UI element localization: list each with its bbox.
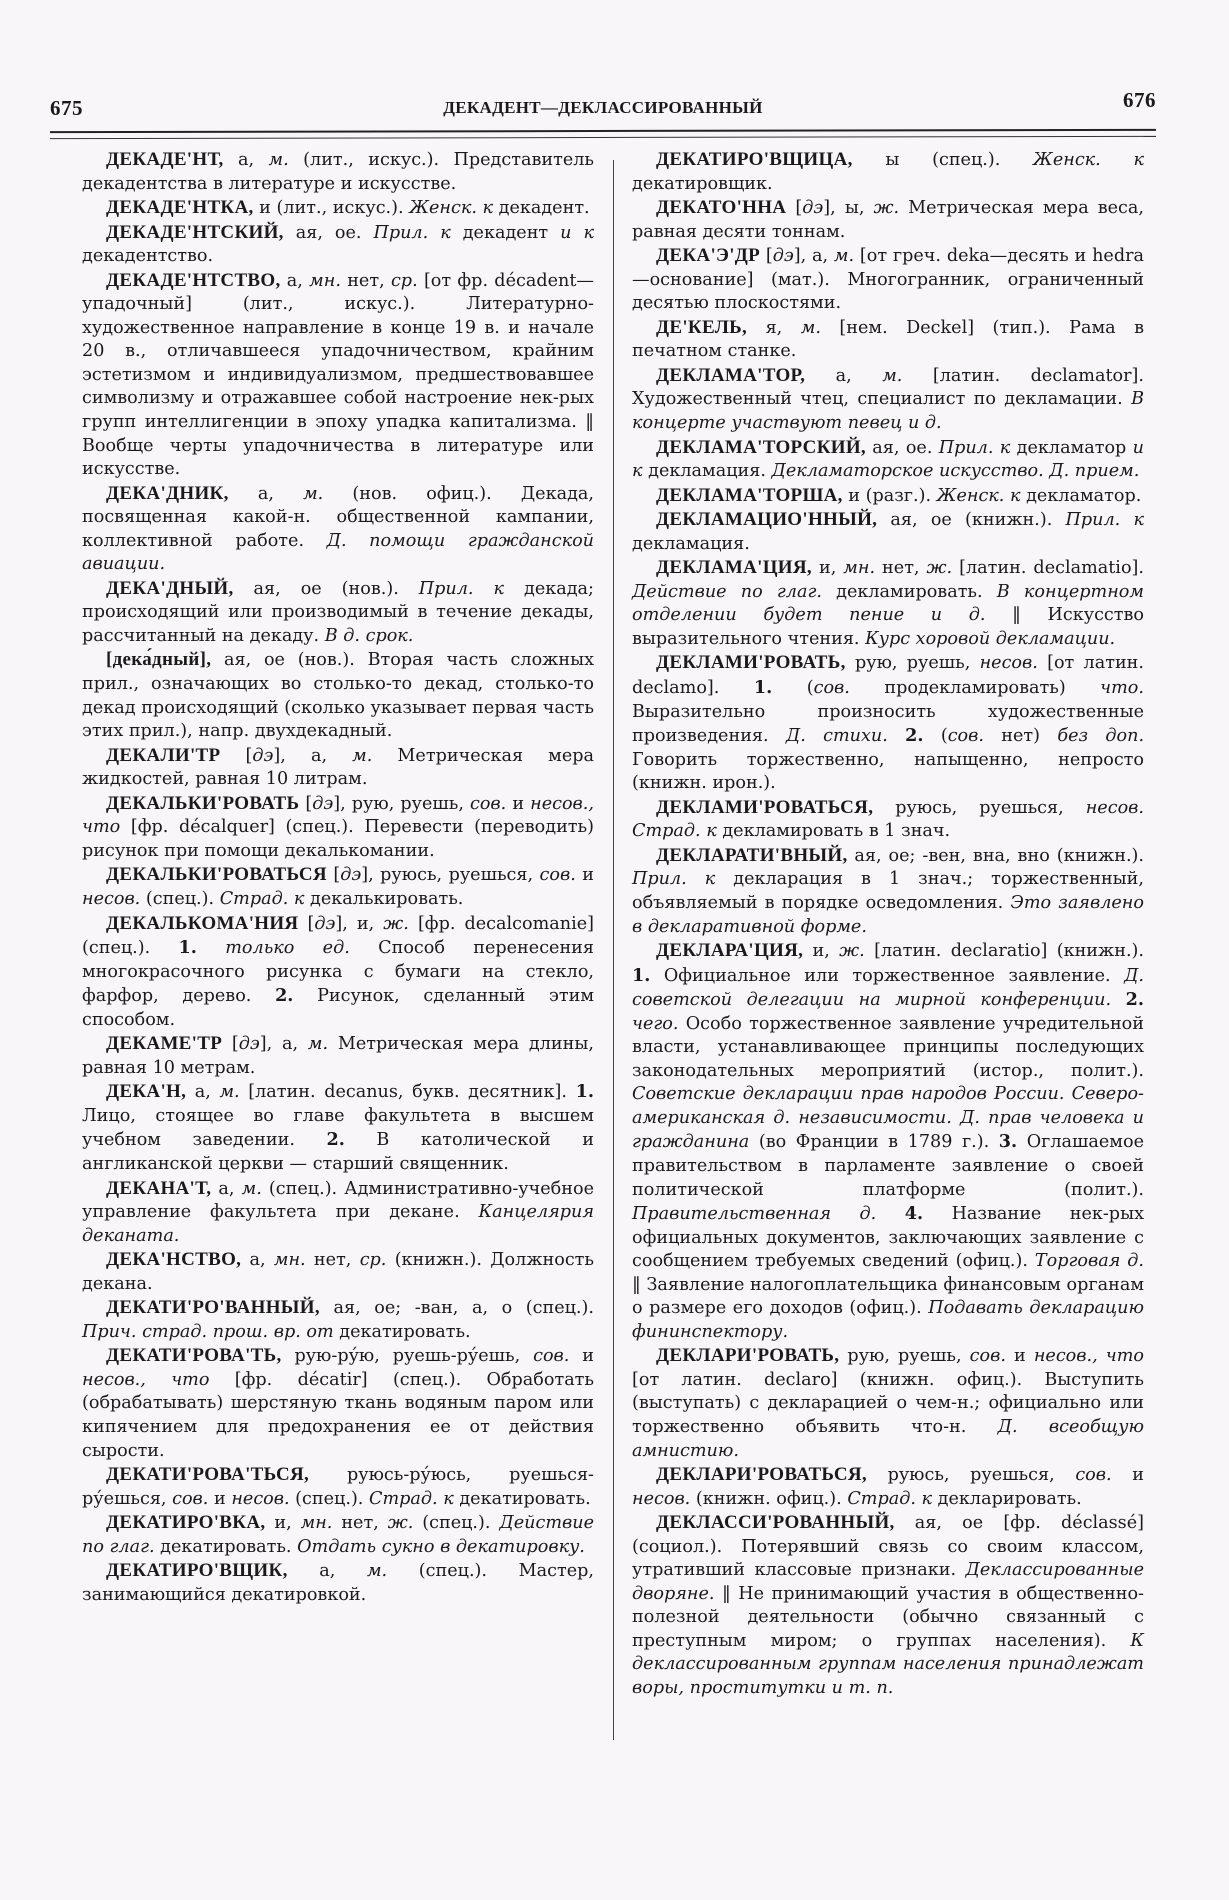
- definition-text: ], руюсь, руешься,: [361, 865, 540, 886]
- headword: ДЕ'КЕЛЬ,: [656, 316, 748, 338]
- sense-number: 3.: [998, 1131, 1018, 1153]
- italic-gloss: К деклассированным группам населения принадлежат воры, проститутки и т. п.: [632, 1630, 1144, 1698]
- dictionary-entry: [82, 221, 594, 269]
- italic-gloss: несов., что: [82, 793, 594, 838]
- italic-gloss: Д. стихи.: [785, 726, 888, 747]
- definition-text: (: [772, 678, 814, 699]
- italic-gloss: ср.: [390, 270, 418, 291]
- italic-gloss: м.: [366, 1561, 388, 1582]
- definition-text: (лит., искус.). Представитель декадентства в литературе и искусстве.: [82, 150, 594, 194]
- headword: ДЕКЛАРИ'РОВАТЬ,: [656, 1345, 840, 1367]
- dictionary-entry: [632, 1344, 1144, 1463]
- definition-text: [1111, 990, 1126, 1010]
- definition-text: [: [786, 198, 803, 219]
- definition-text: декларация в 1 знач.; торжественный, объявляемый в порядке осведомления.: [632, 869, 1144, 913]
- definition-text: (спец.).: [140, 888, 220, 909]
- italic-gloss: м.: [352, 745, 373, 766]
- italic-gloss: только ед.: [225, 938, 350, 959]
- definition-text: [фр. decalcomanie] (спец.).: [82, 913, 594, 959]
- definition-text: [: [299, 793, 313, 814]
- dictionary-entry: [632, 1511, 1144, 1700]
- italic-gloss: м.: [241, 1178, 262, 1199]
- definition-text: [876, 1204, 904, 1224]
- definition-text: ая, ое [фр. déclassé] (социол.). Потерявший связь со своим классом, утративший классовые признаки.: [632, 1513, 1144, 1581]
- headword: ДЕКА'Н,: [106, 1081, 187, 1103]
- definition-text: декада; происходящий или производимый в течение декады, рассчитанный на декаду.: [82, 578, 594, 646]
- definition-text: (спец.). Мастер, занимающийся декатировкой.: [82, 1561, 594, 1605]
- italic-gloss: несов.: [632, 1488, 691, 1509]
- definition-text: Лицо, стоящее во главе факультета в высшем учебном заведении.: [82, 1105, 594, 1151]
- italic-gloss: дэ: [252, 745, 274, 766]
- definition-text: ая, ое; -ван, а, о (спец.).: [319, 1298, 594, 1319]
- italic-gloss: м.: [882, 365, 903, 386]
- dictionary-entry: [632, 436, 1144, 484]
- definition-text: [: [760, 246, 773, 267]
- definition-text: ая, ое.: [865, 437, 939, 458]
- definition-text: ], ы,: [823, 198, 874, 219]
- headword: ДЕКА'ДНИК,: [106, 482, 229, 504]
- headword: ДЕКАЛЬКИ'РОВАТЬ: [106, 792, 300, 814]
- dictionary-entry: [632, 939, 1144, 1344]
- definition-text: ], а,: [793, 246, 834, 267]
- definition-text: декламировать.: [821, 581, 997, 602]
- italic-gloss: Женск. к: [409, 198, 494, 219]
- definition-text: Способ перенесения многокрасочного рисунка с бумаги на стекло, фарфор, дерево.: [82, 938, 595, 1007]
- definition-text: [фр. décalquer] (спец.). Перевести (переводить) рисунок при помощи декалькомании.: [82, 817, 594, 861]
- column-divider: [613, 160, 614, 1740]
- italic-gloss: без доп.: [1057, 726, 1145, 747]
- definition-text: декатировщик.: [632, 173, 773, 194]
- header-double-rule: [50, 129, 1156, 139]
- definition-text: [от фр. décadent—упадочный] (лит., искус.). Литературно-художественное направление в конце 19 в. и начале 20 в., отличавшееся упадочничеством, крайним эстетизмом и индивидуализмом, предшествовавшее символизму и отражавшее собой настроение нек-рых групп интеллигенции в эпоху упадка капитализма. ‖ Вообще черты упадочничества в литературе или искусстве.: [82, 270, 594, 480]
- definition-text: декатировать.: [154, 1536, 298, 1557]
- italic-gloss: мн.: [273, 1250, 306, 1271]
- definition-text: а,: [805, 365, 883, 386]
- italic-gloss: Прил. к: [1065, 510, 1144, 531]
- running-head: ДЕКАДЕНТ—ДЕКЛАССИРОВАННЫЙ: [443, 98, 763, 117]
- dictionary-entry: [82, 912, 594, 1033]
- dictionary-entry: [82, 1344, 594, 1463]
- dictionary-entry: [632, 844, 1144, 939]
- definition-text: и: [208, 1488, 232, 1509]
- headword: ДЕКЛАРА'ЦИЯ,: [656, 940, 804, 962]
- dictionary-entry: [632, 316, 1144, 364]
- definition-text: и: [1111, 1465, 1144, 1486]
- sense-number: 4.: [904, 1203, 924, 1225]
- dictionary-entry: [632, 651, 1144, 795]
- definition-text: [: [220, 745, 253, 766]
- italic-gloss: мн.: [309, 270, 341, 291]
- italic-gloss: м.: [833, 246, 855, 267]
- definition-text: я,: [747, 317, 801, 338]
- dictionary-entry: [82, 1032, 594, 1080]
- italic-gloss: чего.: [632, 1013, 679, 1034]
- definition-text: рую-ру́ю, руешь-ру́ешь,: [281, 1346, 534, 1367]
- definition-text: (во Франции в 1789 г.).: [749, 1132, 999, 1153]
- definition-text: а,: [223, 150, 269, 170]
- definition-text: и,: [265, 1513, 301, 1534]
- page-number-left: 675: [50, 96, 83, 120]
- dictionary-entry: [82, 792, 594, 864]
- definition-text: Название нек-рых официальных документов, заключающих заявление с сообщением требуемых сведений (офиц.).: [632, 1204, 1144, 1272]
- headword: ДЕКЛАМА'ЦИЯ,: [656, 557, 812, 579]
- headword: ДЕКЛАМИ'РОВАТЬ,: [656, 652, 846, 674]
- definition-text: ], а,: [273, 745, 353, 766]
- definition-text: ая, ое (нов.).: [233, 578, 419, 599]
- italic-gloss: Отдать сукно в декатировку.: [297, 1536, 585, 1557]
- italic-gloss: Страд. к: [847, 1488, 933, 1509]
- dictionary-entry: [632, 556, 1144, 651]
- definition-text: [латин. declamatio].: [952, 558, 1144, 579]
- definition-text: [888, 726, 905, 746]
- definition-text: Говорить торжественно, напыщенно, непросто (книжн. ирон.).: [632, 749, 1144, 794]
- italic-gloss: Женск. к: [1033, 150, 1144, 170]
- definition-text: ], и,: [335, 913, 384, 934]
- definition-text: [латин. decanus, букв. десятник].: [239, 1082, 576, 1103]
- headword: ДЕКАТИРО'ВЩИЦА,: [656, 149, 853, 170]
- dictionary-entry: [82, 744, 594, 792]
- definition-text: а,: [186, 1082, 220, 1103]
- dictionary-entry: [632, 796, 1144, 844]
- definition-text: Метрическая мера длины, равная 10 метрам.: [82, 1034, 594, 1078]
- definition-text: а,: [228, 483, 304, 504]
- italic-gloss: ж.: [839, 941, 865, 962]
- italic-gloss: ж.: [926, 558, 953, 579]
- headword: ДЕКАЛИ'ТР: [106, 744, 221, 766]
- definition-text: [фр. décatir] (спец.). Обработать (обрабатывать) шерстяную ткань водяным паром или кипячением для предохранения ее от действия сырости.: [82, 1369, 594, 1461]
- definition-text: а,: [211, 1178, 242, 1199]
- definition-text: декатировать.: [453, 1488, 591, 1509]
- definition-text: (спец.).: [413, 1513, 500, 1534]
- italic-gloss: Прил. к: [373, 222, 451, 243]
- italic-gloss: Прил. к: [938, 437, 1011, 458]
- definition-text: продекламировать): [849, 678, 1101, 699]
- dictionary-entry: [82, 1463, 594, 1511]
- definition-text: Метрическая мера жидкостей, равная 10 литрам.: [82, 745, 594, 790]
- definition-text: [: [326, 865, 341, 886]
- sense-number: 1.: [753, 677, 773, 699]
- italic-gloss: Д. всеобщую амнистию.: [632, 1416, 1144, 1461]
- page-number-right: 676: [1123, 88, 1156, 112]
- definition-text: [: [222, 1034, 239, 1055]
- definition-text: (книжн. офиц.).: [690, 1488, 848, 1509]
- definition-text: декламатор.: [1020, 485, 1142, 506]
- dictionary-entry: [82, 577, 594, 649]
- definition-text: нет,: [340, 270, 391, 291]
- italic-gloss: Торговая д.: [1034, 1251, 1144, 1272]
- definition-text: декламация.: [632, 533, 750, 554]
- headword: ДЕКАНА'Т,: [106, 1177, 212, 1199]
- italic-gloss: дэ: [802, 198, 824, 219]
- headword: ДЕКАДЕ'НТСТВО,: [106, 269, 281, 291]
- italic-gloss: несов.: [82, 888, 141, 909]
- definition-text: и (лит., искус.).: [253, 198, 410, 219]
- definition-text: руюсь, руешься,: [866, 1465, 1076, 1486]
- italic-gloss: несов., что: [82, 1369, 210, 1390]
- italic-gloss: сов.: [172, 1488, 209, 1509]
- italic-gloss: сов.: [539, 865, 576, 886]
- definition-text: [от латин. declaro] (книжн. офиц.). Выступить (выступать) с декларацией о чем-н.; официально или торжественно объявить что-н.: [632, 1369, 1144, 1437]
- headword: ДЕКЛАРАТИ'ВНЫЙ,: [656, 844, 848, 866]
- definition-text: ы (спец.).: [852, 150, 1034, 170]
- italic-gloss: сов.: [1075, 1465, 1112, 1486]
- definition-text: Выразительно произносить художественные произведения.: [632, 701, 1144, 747]
- italic-gloss: Женск. к: [936, 485, 1021, 506]
- italic-gloss: дэ: [238, 1034, 260, 1055]
- headword: ДЕКЛАМА'ТОРША,: [656, 484, 843, 506]
- italic-gloss: сов.: [969, 1346, 1006, 1367]
- headword: ДЕКАТИ'РО'ВАННЫЙ,: [106, 1297, 320, 1319]
- dictionary-entry: [82, 1559, 594, 1607]
- definition-text: декатировать.: [333, 1321, 471, 1342]
- italic-gloss: Прич. страд. прош. вр. от: [82, 1321, 334, 1342]
- italic-gloss: Прил. к: [632, 869, 716, 890]
- italic-gloss: Прил. к: [418, 578, 505, 599]
- definition-text: ‖ Не принимающий участия в общественно-полезной деятельности (обычно связанный с преступным миром; о группах населения).: [632, 1583, 1144, 1651]
- definition-text: [нем. Deckel] (тип.). Рама в печатном станке.: [632, 317, 1144, 362]
- italic-gloss: Д. советской делегации на мирной конференции.: [632, 965, 1144, 1011]
- definition-text: и: [506, 793, 531, 814]
- italic-gloss: и к: [632, 437, 1144, 482]
- headword: ДЕКЛАМА'ТОР,: [656, 364, 806, 386]
- italic-gloss: ср.: [359, 1250, 387, 1271]
- sense-number: 1.: [575, 1081, 594, 1103]
- headword: ДЕКАЛЬКОМА'НИЯ: [106, 912, 299, 934]
- headword: ДЕКАТИРО'ВЩИК,: [106, 1560, 288, 1582]
- italic-gloss: сов.: [469, 793, 507, 814]
- headword: ДЕКА'ДНЫЙ,: [106, 577, 234, 599]
- dictionary-entry: [82, 196, 594, 221]
- dictionary-entry: [632, 196, 1144, 244]
- dictionary-entry: [632, 1463, 1144, 1511]
- italic-gloss: мн.: [300, 1513, 333, 1534]
- sense-number: 2.: [1125, 989, 1144, 1011]
- definition-text: ая, ое (книжн.).: [877, 510, 1066, 531]
- italic-gloss: Декламаторское искусство. Д. прием.: [771, 461, 1140, 482]
- italic-gloss: м.: [800, 317, 821, 338]
- definition-text: нет,: [332, 1513, 388, 1534]
- italic-gloss: Страд. к: [219, 888, 305, 909]
- definition-text: и,: [803, 941, 840, 962]
- italic-gloss: Советские декларации прав народов России. Северо-американская д. независимости. Д. прав человека и гражданина: [632, 1084, 1144, 1153]
- italic-gloss: м.: [307, 1034, 329, 1055]
- italic-gloss: несов.: [231, 1488, 290, 1509]
- sense-number: 2.: [326, 1129, 345, 1151]
- definition-text: рую, руешь,: [839, 1346, 970, 1367]
- sense-number: 2.: [905, 725, 924, 747]
- italic-gloss: ж.: [387, 1513, 414, 1534]
- definition-text: ], а,: [259, 1034, 308, 1055]
- definition-text: [от латин. declamo].: [632, 653, 1145, 699]
- dictionary-entry: [82, 1080, 594, 1176]
- italic-gloss: В концерте участвуют певец и д.: [632, 389, 1144, 434]
- definition-text: и: [575, 865, 594, 886]
- definition-text: Особо торжественное заявление учредительной власти, устанавливающее принципы последующих законодательных мероприятий (истор., полит.).: [632, 1013, 1144, 1081]
- italic-gloss: Д. помощи гражданской авиации.: [82, 530, 594, 575]
- definition-text: ‖ Заявление налогоплательщика финансовым органам о размере его доходов (офиц.).: [632, 1274, 1144, 1319]
- definition-text: [от греч. deka—десять и hedra—основание] (мат.). Многогранник, ограниченный десятью плоскостями.: [632, 246, 1144, 314]
- definition-text: Метрическая мера веса, равная десяти тоннам.: [632, 198, 1144, 242]
- definition-text: ая, ое.: [283, 222, 374, 243]
- headword: ДЕКЛАССИ'РОВАННЫЙ,: [656, 1512, 895, 1534]
- headword: ДЕКА'НСТВО,: [106, 1249, 242, 1271]
- headword: ДЕКАТО'ННА: [656, 197, 787, 219]
- italic-gloss: несов.: [979, 653, 1038, 674]
- right-column: [632, 148, 1144, 1701]
- italic-gloss: Действие по глаг.: [82, 1513, 594, 1557]
- definition-text: декламировать в 1 знач.: [716, 821, 951, 842]
- italic-gloss: Канцелярия деканата.: [82, 1202, 594, 1246]
- dictionary-entry: [82, 1296, 594, 1344]
- dictionary-entry: [632, 148, 1144, 196]
- definition-text: нет,: [875, 558, 927, 579]
- headword: ДЕКЛАМАЦИО'ННЫЙ,: [656, 509, 878, 531]
- definition-text: и: [569, 1346, 594, 1367]
- italic-gloss: мн.: [843, 558, 876, 579]
- definition-text: Оглашаемое правительством в парламенте заявление о своей политической платформе (полит.).: [632, 1132, 1144, 1200]
- definition-text: [латин. declaratio] (книжн.).: [864, 941, 1144, 962]
- definition-text: ая, ое; -вен, вна, вно (книжн.).: [847, 845, 1144, 866]
- definition-text: Рисунок, сделанный этим способом.: [82, 986, 595, 1030]
- definition-text: и: [1005, 1346, 1034, 1367]
- italic-gloss: и к: [560, 222, 594, 243]
- headword: ДЕКАТИ'РОВА'ТЬСЯ,: [106, 1464, 310, 1486]
- italic-gloss: дэ: [312, 793, 334, 814]
- headword: ДЕКА'Э'ДР: [656, 245, 761, 267]
- headword: [дека́дный],: [106, 649, 212, 671]
- italic-gloss: м.: [219, 1082, 240, 1103]
- italic-gloss: В д. срок.: [324, 625, 414, 646]
- definition-text: декларировать.: [932, 1488, 1082, 1509]
- italic-gloss: несов. Страд. к: [632, 797, 1144, 842]
- definition-text: декадентство.: [82, 246, 214, 267]
- definition-text: ая, ое (нов.). Вторая часть сложных прил., означающих во столько-то декад, столько-то декад происходящий (сколько указывает первая часть этих прил.), напр. двухдекадный.: [82, 650, 594, 742]
- italic-gloss: Действие по глаг.: [632, 581, 822, 602]
- italic-gloss: сов.: [533, 1346, 570, 1367]
- headword: ДЕКАТИРО'ВКА,: [106, 1512, 266, 1534]
- definition-text: нет): [983, 726, 1058, 747]
- dictionary-entry: [82, 1511, 594, 1559]
- definition-text: (нов. офиц.). Декада, посвященная какой-н. общественной кампании, коллективной работе.: [82, 483, 594, 551]
- italic-gloss: Курс хоровой декламации.: [865, 628, 1116, 649]
- definition-text: декламатор: [1010, 437, 1133, 458]
- definition-text: руюсь-ру́юсь, руешься-ру́ешься,: [82, 1465, 594, 1509]
- definition-text: декалькировать.: [304, 888, 464, 909]
- italic-gloss: Страд. к: [369, 1488, 454, 1509]
- definition-text: [латин. declamator]. Художественный чтец, специалист по декламации.: [632, 365, 1144, 410]
- italic-gloss: что.: [1100, 678, 1144, 699]
- dictionary-entry: [632, 364, 1144, 436]
- left-column: [82, 148, 594, 1607]
- sense-number: 1.: [178, 937, 197, 959]
- italic-gloss: Это заявлено в декларативной форме.: [632, 892, 1144, 937]
- italic-gloss: несов., что: [1033, 1346, 1144, 1367]
- page-header: [50, 88, 1156, 124]
- headword: ДЕКЛАМА'ТОРСКИЙ,: [656, 436, 866, 458]
- italic-gloss: сов.: [813, 678, 850, 699]
- dictionary-entry: [82, 1177, 594, 1249]
- italic-gloss: дэ: [314, 913, 336, 934]
- italic-gloss: В концертном отделении будет пение и д.: [632, 581, 1144, 626]
- definition-text: рую, руешь,: [845, 653, 980, 674]
- definition-text: а,: [287, 1561, 367, 1582]
- definition-text: (книжн.). Должность декана.: [82, 1250, 594, 1294]
- italic-gloss: сов.: [947, 726, 984, 747]
- headword: ДЕКАДЕ'НТ,: [106, 149, 224, 170]
- definition-text: Официальное или торжественное заявление.: [650, 965, 1125, 986]
- italic-gloss: Правительственная д.: [632, 1204, 877, 1225]
- sense-number: 2.: [275, 985, 294, 1007]
- dictionary-entry: [82, 863, 594, 911]
- italic-gloss: м.: [268, 150, 289, 170]
- definition-text: [197, 938, 225, 958]
- italic-gloss: ж.: [383, 913, 409, 934]
- headword: ДЕКАЛЬКИ'РОВАТЬСЯ: [106, 864, 327, 886]
- headword: ДЕКЛАМИ'РОВАТЬСЯ,: [656, 796, 874, 818]
- dictionary-entry: [82, 148, 594, 196]
- headword: ДЕКАДЕ'НТКА,: [106, 197, 254, 219]
- definition-text: (: [923, 726, 948, 747]
- dictionary-entry: [82, 648, 594, 743]
- italic-gloss: дэ: [340, 865, 362, 886]
- italic-gloss: Подавать декларацию фининспектору.: [632, 1298, 1144, 1342]
- headword: ДЕКАТИ'РОВА'ТЬ,: [106, 1345, 282, 1367]
- dictionary-entry: [82, 1248, 594, 1296]
- definition-text: а,: [241, 1250, 274, 1271]
- italic-gloss: Деклассированные дворяне.: [632, 1560, 1144, 1604]
- italic-gloss: м.: [303, 483, 324, 504]
- dictionary-entry: [632, 244, 1144, 316]
- definition-text: нет,: [305, 1250, 360, 1271]
- dictionary-entry: [632, 484, 1144, 509]
- definition-text: и,: [811, 558, 844, 579]
- dictionary-entry: [82, 269, 594, 482]
- definition-text: декадент.: [493, 198, 590, 219]
- definition-text: декламация.: [642, 461, 772, 482]
- definition-text: и (разг.).: [842, 485, 937, 506]
- sense-number: 1.: [632, 964, 651, 986]
- italic-gloss: ж.: [873, 198, 900, 219]
- headword: ДЕКАДЕ'НТСКИЙ,: [106, 221, 284, 243]
- definition-text: руюсь, руешься,: [873, 797, 1086, 818]
- definition-text: (спец.).: [289, 1488, 369, 1509]
- definition-text: (спец.). Административно-учебное управление факультета при декане.: [82, 1178, 594, 1223]
- definition-text: а,: [280, 270, 310, 291]
- dictionary-entry: [632, 508, 1144, 556]
- dictionary-entry: [82, 482, 594, 577]
- definition-text: декадент: [450, 222, 561, 243]
- definition-text: В католической и англиканской церкви — старший священник.: [82, 1130, 594, 1174]
- definition-text: ‖ Искусство выразительного чтения.: [632, 605, 1145, 649]
- italic-gloss: дэ: [772, 246, 794, 267]
- headword: ДЕКАМЕ'ТР: [106, 1033, 223, 1055]
- headword: ДЕКЛАРИ'РОВАТЬСЯ,: [656, 1464, 867, 1486]
- definition-text: [: [298, 913, 315, 934]
- definition-text: ], рую, руешь,: [333, 793, 470, 814]
